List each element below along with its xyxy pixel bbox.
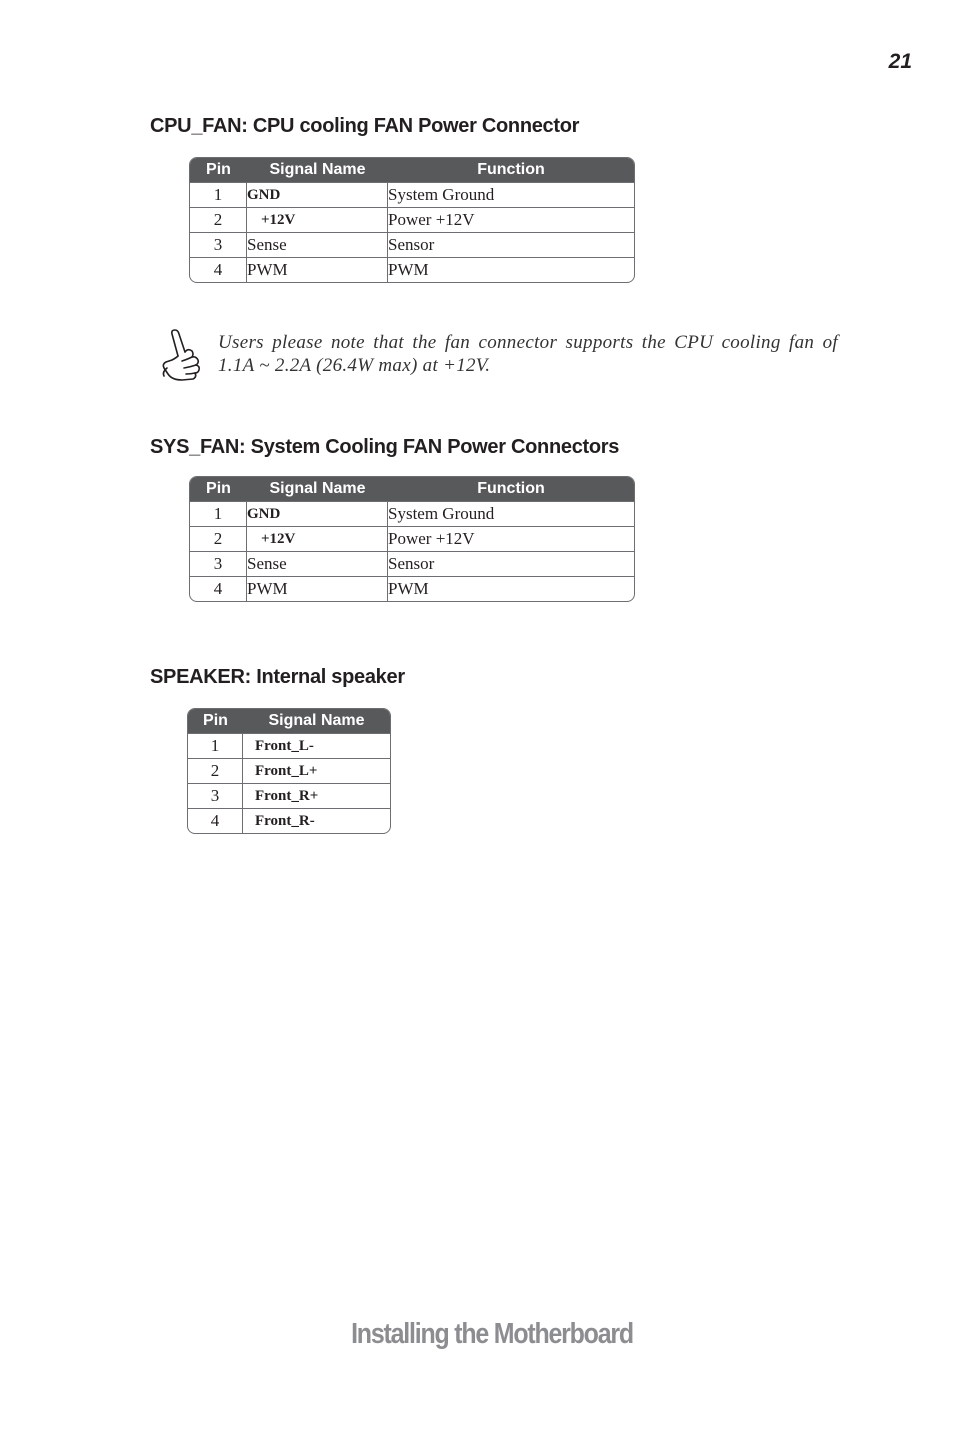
signal-cell: Front_L- (243, 734, 390, 759)
table-header-row (190, 477, 634, 502)
header-pin: Pin (188, 709, 243, 734)
pin-cell: 4 (190, 258, 247, 282)
function-cell: Sensor (388, 233, 634, 258)
signal-cell: Front_R+ (243, 784, 390, 809)
header-pin: Pin (190, 477, 247, 502)
signal-cell: GND (247, 502, 388, 527)
table-header-row (190, 158, 634, 183)
header-function: Function (388, 158, 634, 183)
table-row (190, 208, 634, 233)
cpu-fan-table (189, 157, 635, 283)
pin-cell: 3 (190, 552, 247, 577)
pin-cell: 1 (190, 502, 247, 527)
signal-cell: Sense (247, 233, 388, 258)
pin-cell: 2 (188, 759, 243, 784)
table-row (190, 502, 634, 527)
table-row (188, 784, 390, 809)
function-cell: System Ground (388, 183, 634, 208)
table-header-row (188, 709, 390, 734)
sys-fan-title: SYS_FAN: System Cooling FAN Power Connectors (150, 436, 620, 458)
pin-cell: 1 (188, 734, 243, 759)
function-cell: Power +12V (388, 208, 634, 233)
signal-cell: Front_R- (255, 812, 315, 829)
function-cell: PWM (388, 579, 429, 598)
table-row (190, 258, 634, 282)
signal-cell: +12V (247, 527, 388, 552)
table-row (188, 759, 390, 784)
header-signal-name: Signal Name (243, 709, 390, 734)
pin-cell: 3 (188, 784, 243, 809)
function-cell: Power +12V (388, 527, 634, 552)
cpu-fan-title: CPU_FAN: CPU cooling FAN Power Connector (150, 115, 580, 137)
function-cell: System Ground (388, 502, 634, 527)
pin-cell: 1 (190, 183, 247, 208)
table-row (190, 552, 634, 577)
function-cell: Sensor (388, 552, 634, 577)
pin-cell: 3 (190, 233, 247, 258)
signal-cell: Front_L+ (243, 759, 390, 784)
table-row (188, 734, 390, 759)
pin-cell: 2 (190, 527, 247, 552)
function-cell: PWM (388, 260, 429, 279)
page-number: 21 (888, 50, 912, 73)
signal-cell: +12V (247, 208, 388, 233)
header-pin: Pin (190, 158, 247, 183)
header-function: Function (388, 477, 634, 502)
signal-cell: PWM (247, 258, 388, 282)
pin-cell: 4 (188, 809, 243, 833)
table-row (190, 577, 634, 601)
note-text: Users please note that the fan connector supports the CPU cooling fan of 1.1A ~ 2.2A (26.4W max) at +12V. (218, 332, 838, 376)
pointing-hand-icon (158, 328, 204, 382)
speaker-table (187, 708, 391, 834)
pin-cell: 4 (190, 577, 247, 601)
header-signal-name: Signal Name (247, 477, 388, 502)
table-row (190, 527, 634, 552)
signal-cell: Sense (247, 552, 388, 577)
pin-cell: 2 (190, 208, 247, 233)
table-row (190, 233, 634, 258)
speaker-title: SPEAKER: Internal speaker (150, 666, 405, 688)
header-signal-name: Signal Name (247, 158, 388, 183)
footer-chapter-title: Installing the Motherboard (351, 1318, 633, 1350)
table-row (190, 183, 634, 208)
signal-cell: PWM (247, 577, 388, 601)
table-row (188, 809, 390, 833)
signal-cell: GND (247, 183, 388, 208)
sys-fan-table (189, 476, 635, 602)
